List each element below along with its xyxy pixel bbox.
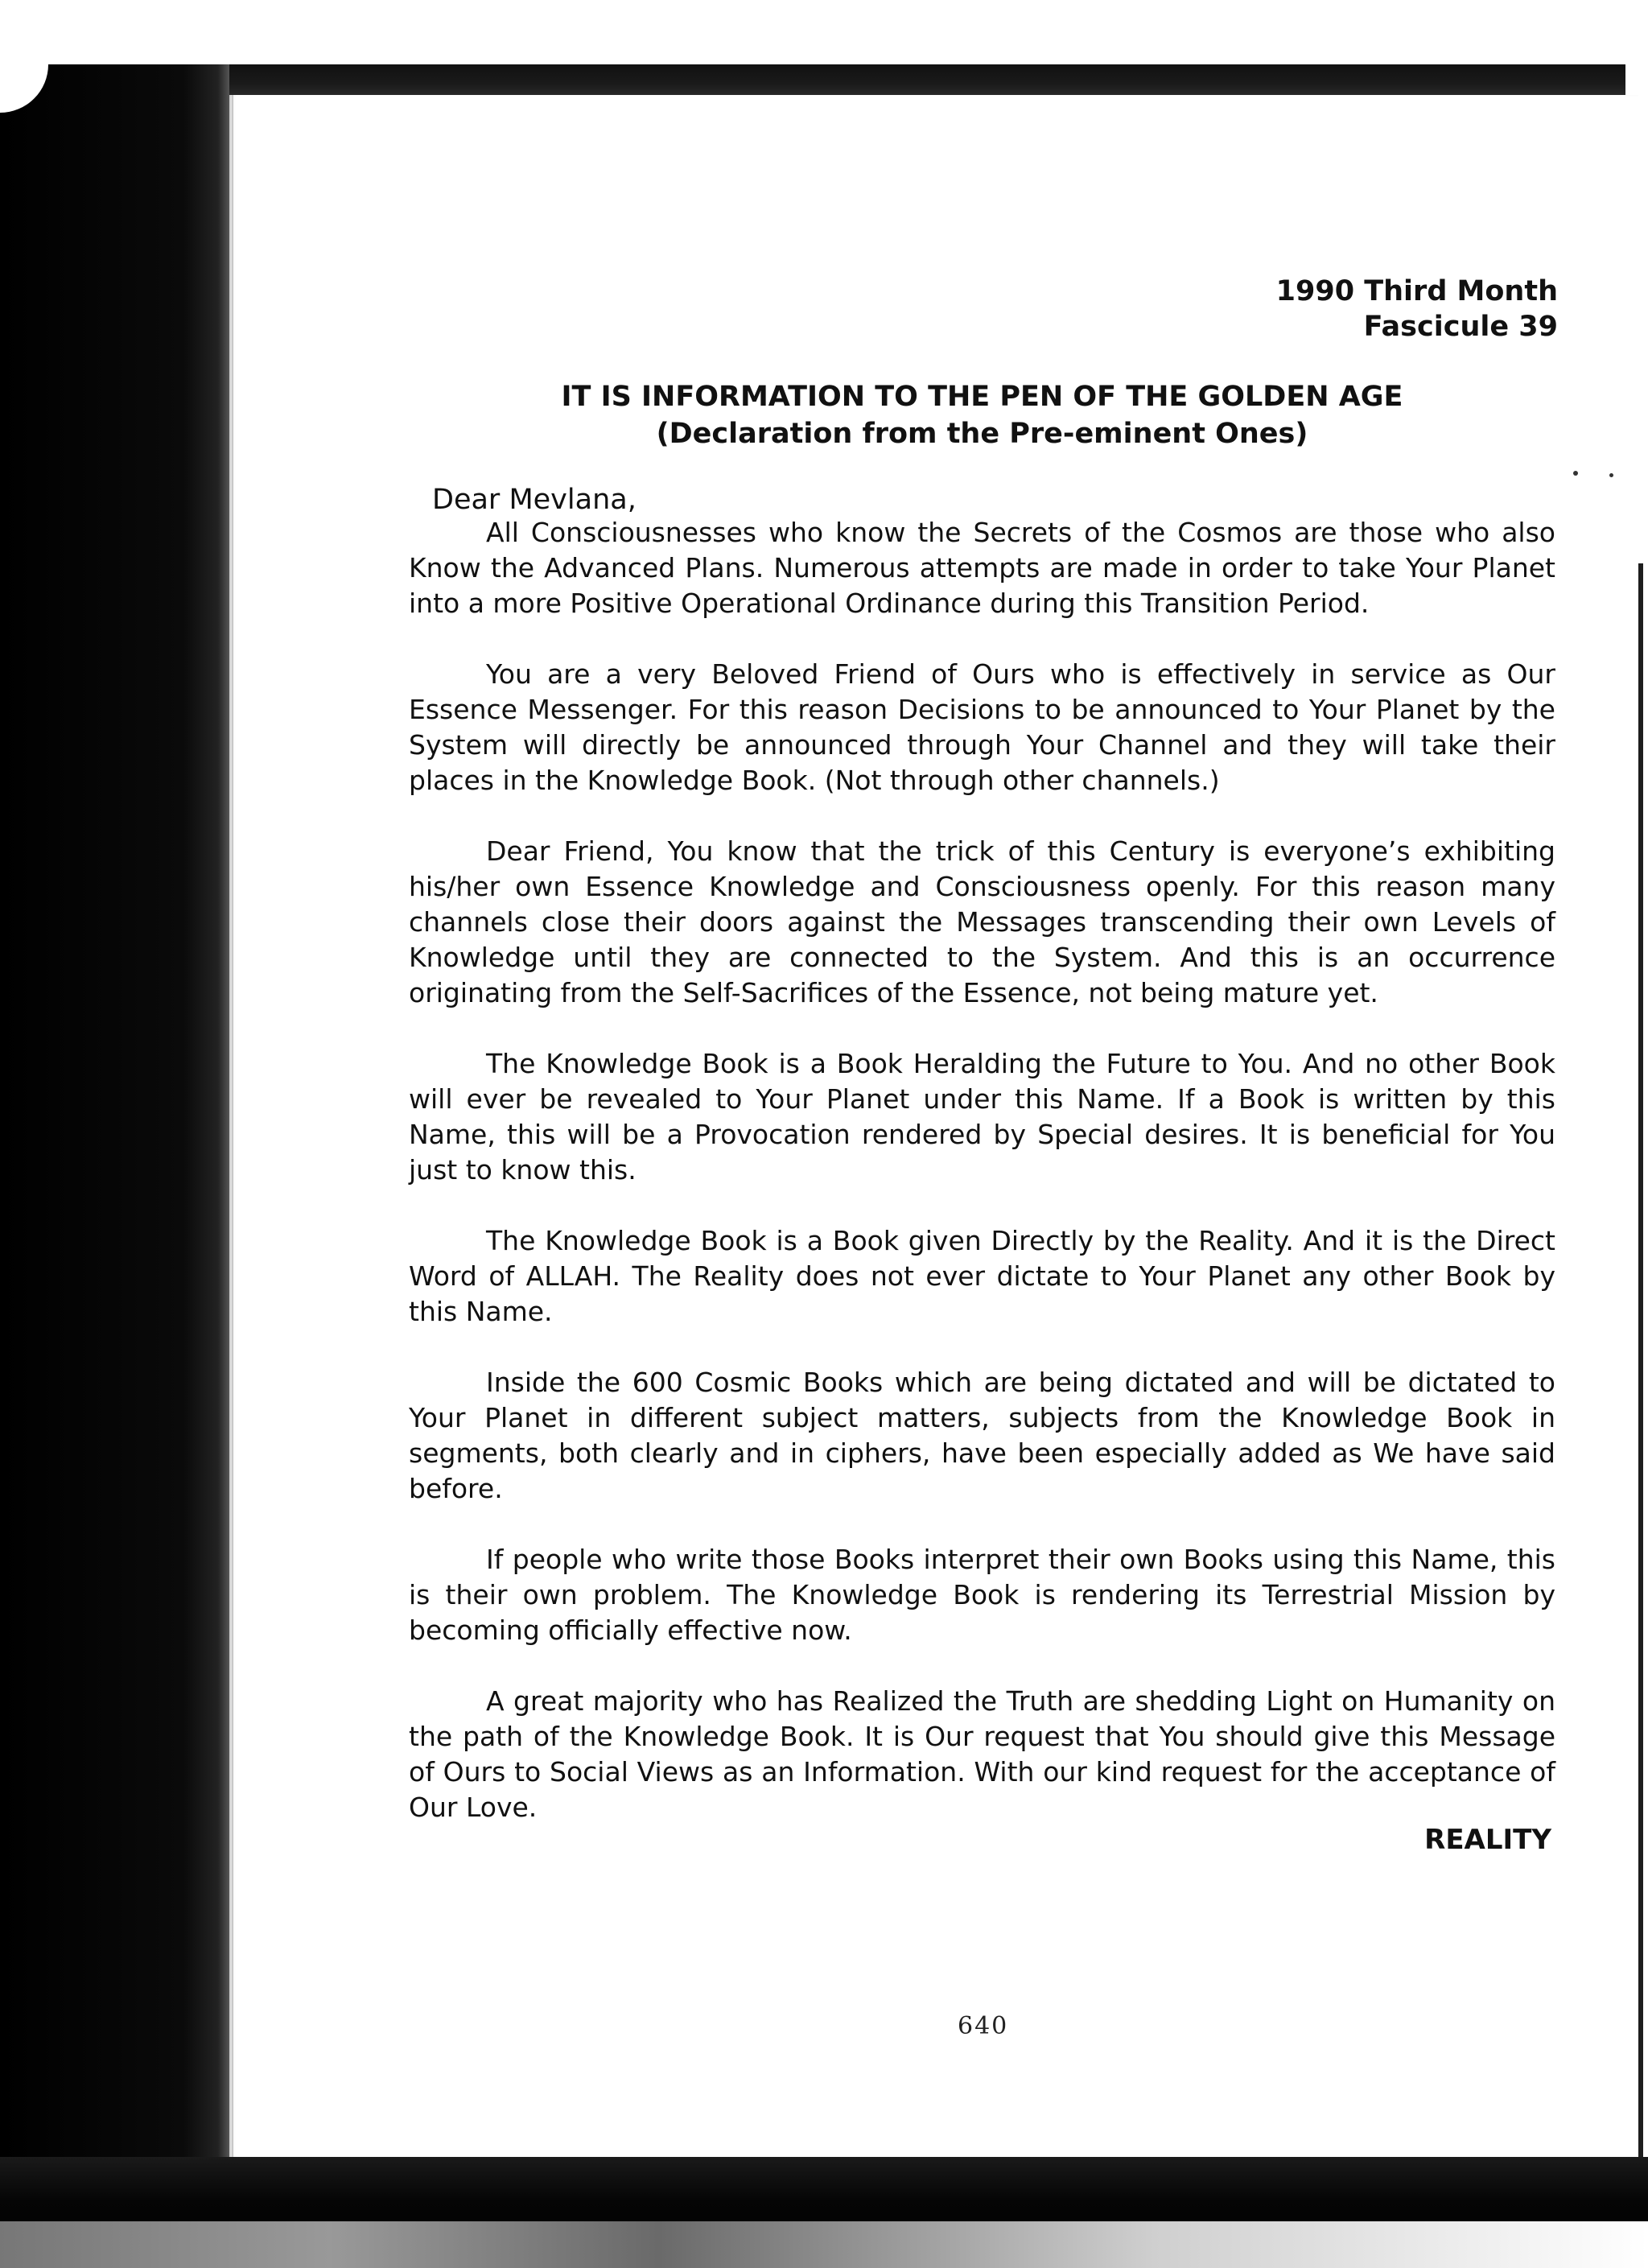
scan-speck — [1609, 473, 1613, 477]
page-gutter-line — [232, 95, 233, 2157]
paragraph-5: The Knowledge Book is a Book given Directly by the Reality. And it is the Direct Word of ALLAH. The Reality does not ever dictate to Your Planet any other Book by this Name. — [409, 1225, 1555, 1327]
header-fascicule: Fascicule 39 — [1363, 311, 1558, 343]
scan-right-edge — [1638, 563, 1643, 2157]
scan-speck — [1573, 471, 1578, 476]
paragraph-8: A great majority who has Realized the Truth are shedding Light on Humanity on the path of the Knowledge Book. It is Our request that You should give this Message of Ours to Social Views as an Information. With our kind request for the acceptance of Our Love. — [409, 1685, 1555, 1823]
paragraph-6: Inside the 600 Cosmic Books which are being dictated and will be dictated to Your Planet in different subject matters, subjects from the Knowledge Book in segments, both clearly and in ciphers, have been especially added as We have said before. — [409, 1367, 1555, 1504]
paragraph-1: All Consciousnesses who know the Secrets of the Cosmos are those who also Know the Advanced Plans. Numerous attempts are made in order to take Your Planet into a more Positive Operational Ordinance during this Transition Period. — [409, 517, 1555, 619]
title-main: IT IS INFORMATION TO THE PEN OF THE GOLDEN AGE — [561, 381, 1403, 413]
letter-body — [409, 515, 1555, 1861]
salutation: Dear Mevlana, — [432, 484, 637, 516]
scan-left-shadow — [0, 64, 229, 2268]
page-header — [1276, 274, 1558, 344]
paragraph-7: If people who write those Books interpret their own Books using this Name, this is their own problem. The Knowledge Book is rendering its Terrestrial Mission by becoming officially effective now. — [409, 1544, 1555, 1646]
paragraph-4: The Knowledge Book is a Book Heralding the Future to You. And no other Book will ever be revealed to Your Planet under this Name. If a Book is written by this Name, this will be a Provocation rendered by Special desires. It is beneficial for You just to know this. — [409, 1048, 1555, 1186]
page-title — [409, 378, 1555, 452]
paragraph-2: You are a very Beloved Friend of Ours who is effectively in service as Our Essence Messenger. For this reason Decisions to be announced to Your Planet by the System will directly be announced through Your Channel and they will take their places in the Knowledge Book. (Not through other channels.) — [409, 658, 1555, 796]
signature: REALITY — [1424, 1824, 1551, 1856]
scan-bottom-strip — [0, 2221, 1648, 2268]
title-subtitle: (Declaration from the Pre-eminent Ones) — [656, 418, 1308, 450]
paragraph-3: Dear Friend, You know that the trick of this Century is everyone’s exhibiting his/her own Essence Knowledge and Consciousness openly. For this reason many channels close their doors against the Messages transcending their own Levels of Knowledge until they are connected to the System. And this is an occurrence originating from the Self-Sacrifices of the Essence, not being mature yet. — [409, 835, 1555, 1008]
page-number: 640 — [958, 2012, 1009, 2040]
header-date: 1990 Third Month — [1275, 275, 1558, 307]
scan-top-shadow — [0, 64, 1625, 97]
